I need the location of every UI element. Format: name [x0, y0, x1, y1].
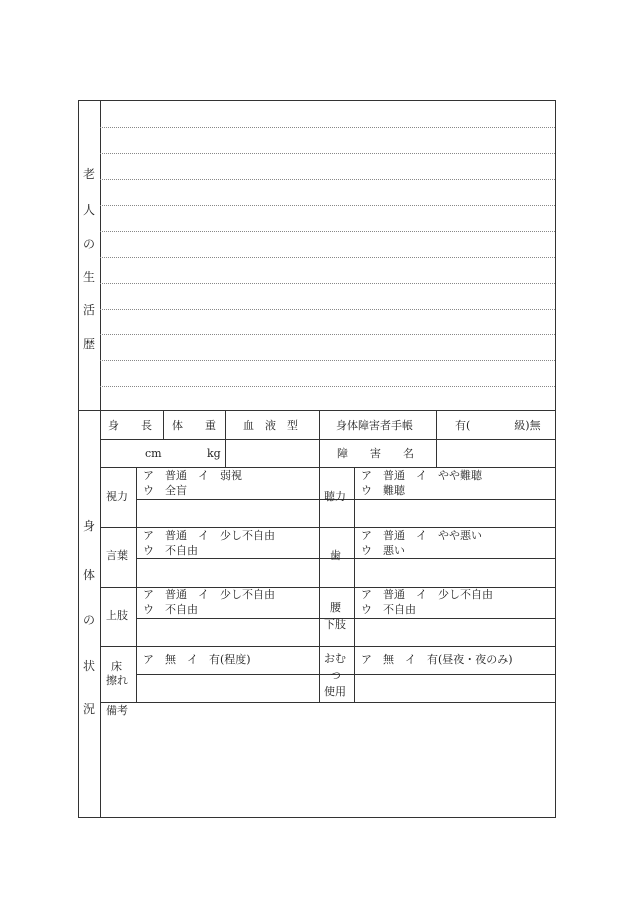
write-line: [100, 179, 555, 180]
teeth-option-1[interactable]: ア 普通 イ やや悪い: [361, 529, 482, 542]
write-line: [100, 205, 555, 206]
col-line: [163, 410, 164, 439]
label-column-divider: [100, 100, 101, 818]
physical-char: の: [82, 613, 95, 627]
vision-option-1[interactable]: ア 普通 イ 弱視: [143, 469, 242, 482]
lower-limb-option-2[interactable]: ウ 不自由: [361, 603, 416, 616]
vision-option-2[interactable]: ウ 全盲: [143, 484, 187, 497]
lower-limb-option-1[interactable]: ア 普通 イ 少し不自由: [361, 588, 493, 601]
life-history-char: 歴: [82, 337, 95, 351]
diaper-label-3: 使用: [324, 685, 346, 698]
life-history-char: 生: [82, 270, 95, 284]
row-line: [100, 439, 556, 440]
row-line: [100, 527, 556, 528]
life-history-char: 老: [82, 167, 95, 181]
bedsore-option[interactable]: ア 無 イ 有(程度): [143, 653, 251, 666]
hearing-option-2[interactable]: ウ 難聴: [361, 484, 405, 497]
height-unit: cm: [145, 447, 162, 460]
col-line: [319, 467, 320, 702]
remarks-area[interactable]: [101, 718, 555, 817]
disability-name-label: 障 害 名: [337, 447, 414, 460]
col-line: [354, 467, 355, 702]
physical-char: 身: [82, 519, 95, 533]
teeth-label: 歯: [330, 549, 341, 562]
hearing-option-1[interactable]: ア 普通 イ やや難聴: [361, 469, 482, 482]
write-line: [100, 334, 555, 335]
row-line: [136, 618, 556, 619]
row-line: [100, 702, 556, 703]
physical-char: 況: [82, 702, 95, 716]
remarks-label: 備考: [106, 704, 128, 717]
life-history-char: の: [82, 237, 95, 251]
blood-type-label: 血 液 型: [243, 419, 298, 432]
write-line: [100, 153, 555, 154]
lower-limb-label-1: 腰: [330, 601, 341, 614]
speech-label: 言葉: [106, 549, 128, 562]
speech-option-2[interactable]: ウ 不自由: [143, 544, 198, 557]
weight-unit: kg: [207, 447, 221, 460]
life-history-char: 活: [82, 303, 95, 317]
col-line: [436, 410, 437, 467]
col-line: [319, 410, 320, 467]
vision-label: 視力: [106, 490, 128, 503]
row-line: [136, 674, 556, 675]
row-line: [136, 558, 556, 559]
upper-limb-option-1[interactable]: ア 普通 イ 少し不自由: [143, 588, 275, 601]
write-line: [100, 127, 555, 128]
physical-char: 状: [82, 659, 95, 673]
section-divider: [78, 410, 556, 411]
write-line: [100, 231, 555, 232]
row-line: [100, 467, 556, 468]
col-line: [225, 410, 226, 467]
upper-limb-label: 上肢: [106, 609, 128, 622]
write-line: [100, 360, 555, 361]
speech-option-1[interactable]: ア 普通 イ 少し不自由: [143, 529, 275, 542]
write-line: [100, 309, 555, 310]
upper-limb-option-2[interactable]: ウ 不自由: [143, 603, 198, 616]
disability-book-value[interactable]: 有( 級)無: [455, 419, 541, 432]
disability-book-label: 身体障害者手帳: [336, 419, 413, 432]
hearing-label: 聴力: [324, 490, 346, 503]
write-line: [100, 386, 555, 387]
weight-label: 体 重: [172, 419, 216, 432]
diaper-option[interactable]: ア 無 イ 有(昼夜・夜のみ): [361, 653, 513, 666]
physical-char: 体: [82, 568, 95, 582]
life-history-char: 人: [82, 203, 95, 217]
height-label: 身 長: [108, 419, 152, 432]
write-line: [100, 283, 555, 284]
diaper-label-1: おむ: [324, 652, 346, 665]
diaper-label-2: つ: [330, 669, 341, 682]
bedsore-label-2: 擦れ: [106, 674, 128, 687]
row-line: [136, 499, 556, 500]
write-line: [100, 257, 555, 258]
bedsore-label-1: 床: [111, 660, 122, 673]
row-line: [100, 646, 556, 647]
teeth-option-2[interactable]: ウ 悪い: [361, 544, 405, 557]
col-line: [136, 467, 137, 702]
lower-limb-label-2: 下肢: [324, 618, 346, 631]
